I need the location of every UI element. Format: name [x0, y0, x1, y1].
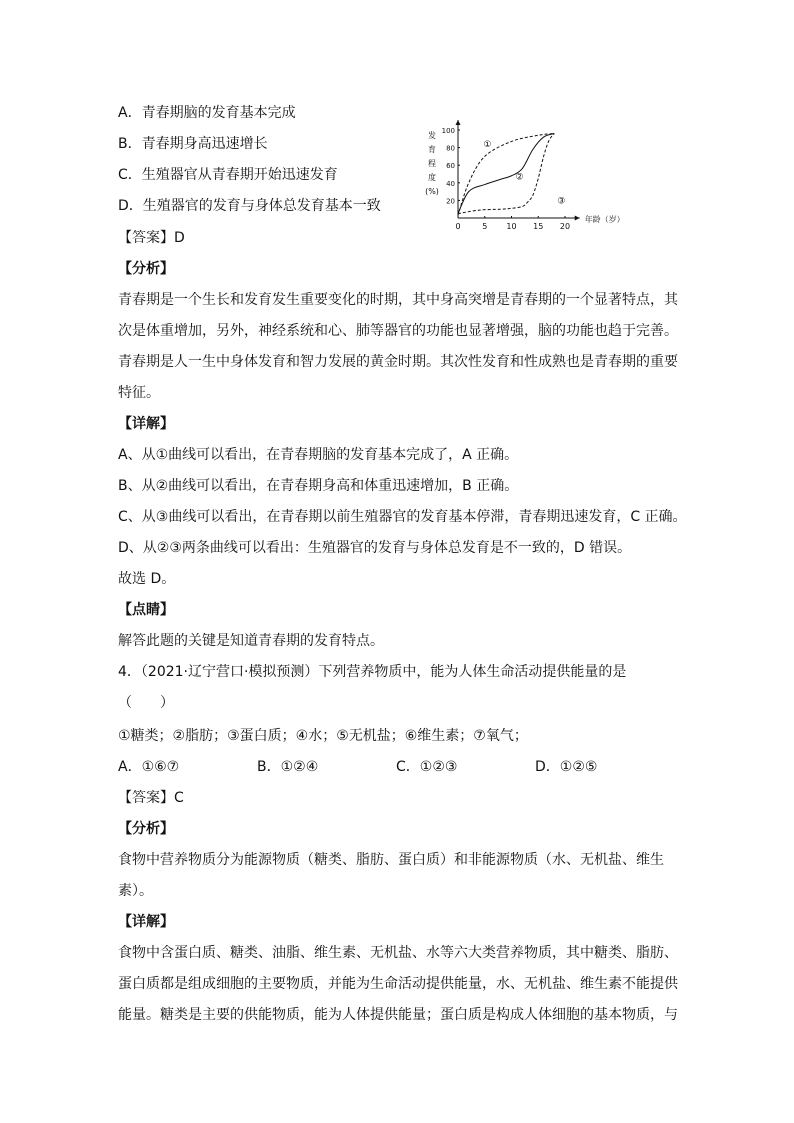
series-line-2	[458, 134, 554, 214]
q3-detail-title: 【详解】	[118, 416, 174, 432]
q4-detail-title: 【详解】	[118, 914, 174, 930]
x-tick-label: 0	[455, 222, 461, 231]
series-line-3	[458, 134, 554, 214]
q4-detail-line-2: 蛋白质都是组成细胞的主要物质，并能为生命活动提供能量，水、无机盐、维生素不能提供	[118, 976, 678, 992]
y-tick-label: 60	[446, 162, 455, 171]
q3-analysis-line-3: 青春期是人一生中身体发育和智力发展的黄金时期。其次性发育和性成熟也是青春期的重要	[118, 354, 678, 370]
q3-answer: 【答案】D	[118, 230, 185, 246]
q3-detail-line-3: C、从③曲线可以看出，在青春期以前生殖器官的发育基本停滞，青春期迅速发育，C 正确。	[118, 509, 687, 525]
option-b: B．青春期身高迅速增长	[118, 136, 268, 152]
q4-detail-line-3: 能量。糖类是主要的供能物质，能为人体提供能量；蛋白质是构成人体细胞的基本物质，与	[118, 1007, 678, 1023]
q4-analysis-line-1: 食物中营养物质分为能源物质（糖类、脂肪、蛋白质）和非能源物质（水、无机盐、维生	[118, 852, 664, 868]
option-d: D．生殖器官的发育与身体总发育基本一致	[118, 198, 381, 214]
y-axis-label-char: (%)	[425, 187, 439, 196]
q4-answer: 【答案】C	[118, 790, 184, 806]
q4-analysis-line-2: 素）。	[118, 883, 153, 899]
series-label-2: ②	[515, 172, 524, 183]
development-chart	[414, 110, 654, 234]
series-label-1: ①	[483, 140, 492, 151]
q3-detail-line-2: B、从②曲线可以看出，在青春期身高和体重迅速增加，B 正确。	[118, 478, 519, 494]
q3-detail-line-5: 故选 D。	[118, 571, 176, 587]
q4-analysis-title: 【分析】	[118, 821, 174, 837]
q4-option-c: C．①②③	[396, 759, 458, 775]
q4-option-d: D．①②⑤	[535, 759, 598, 775]
x-tick-label: 20	[559, 222, 571, 231]
series-line-1	[458, 134, 554, 216]
q3-comment: 解答此题的关键是知道青春期的发育特点。	[118, 633, 384, 649]
option-c: C．生殖器官从青春期开始迅速发育	[118, 167, 338, 183]
y-axis-label-char: 程	[428, 159, 436, 168]
y-axis-label-char: 度	[428, 173, 436, 182]
x-tick-label: 10	[506, 222, 517, 231]
q4-detail-line-1: 食物中含蛋白质、糖类、油脂、维生素、无机盐、水等六大类营养物质，其中糖类、脂肪、	[118, 945, 678, 961]
q3-analysis-title: 【分析】	[118, 261, 174, 277]
q4-blank: （ ）	[118, 695, 174, 711]
q3-detail-line-1: A、从①曲线可以看出，在青春期脑的发育基本完成了，A 正确。	[118, 447, 519, 463]
y-tick-label: 80	[446, 144, 455, 153]
y-axis-label-char: 发	[428, 131, 436, 140]
q4-items: ①糖类；②脂肪；③蛋白质；④水；⑤无机盐；⑥维生素；⑦氧气；	[118, 728, 528, 744]
y-axis-arrow	[456, 120, 461, 125]
q3-comment-title: 【点睛】	[118, 602, 174, 618]
q4-option-a: A．①⑥⑦	[118, 759, 180, 775]
y-tick-label: 20	[446, 197, 455, 206]
y-tick-label: 100	[441, 127, 455, 135]
x-tick-label: 15	[533, 222, 544, 231]
y-tick-label: 40	[446, 179, 455, 188]
y-axis-label-char: 育	[428, 145, 436, 154]
x-tick-label: 5	[482, 222, 488, 231]
x-axis-arrow	[575, 216, 580, 221]
q4-stem: 4．（2021·辽宁营口·模拟预测）下列营养物质中，能为人体生命活动提供能量的是	[118, 664, 627, 680]
q3-analysis-line-4: 特征。	[118, 385, 160, 401]
option-a: A．青春期脑的发育基本完成	[118, 105, 296, 121]
q3-detail-line-4: D、从②③两条曲线可以看出：生殖器官的发育与身体总发育是不一致的，D 错误。	[118, 540, 632, 556]
x-axis-label: 年龄（岁）	[584, 215, 625, 224]
series-label-3: ③	[557, 196, 566, 207]
q3-analysis-line-1: 青春期是一个生长和发育发生重要变化的时期，其中身高突增是青春期的一个显著特点，其	[118, 292, 678, 308]
q3-analysis-line-2: 次是体重增加，另外，神经系统和心、肺等器官的功能也显著增强，脑的功能也趋于完善。	[118, 323, 678, 339]
q4-option-b: B．①②④	[257, 759, 319, 775]
